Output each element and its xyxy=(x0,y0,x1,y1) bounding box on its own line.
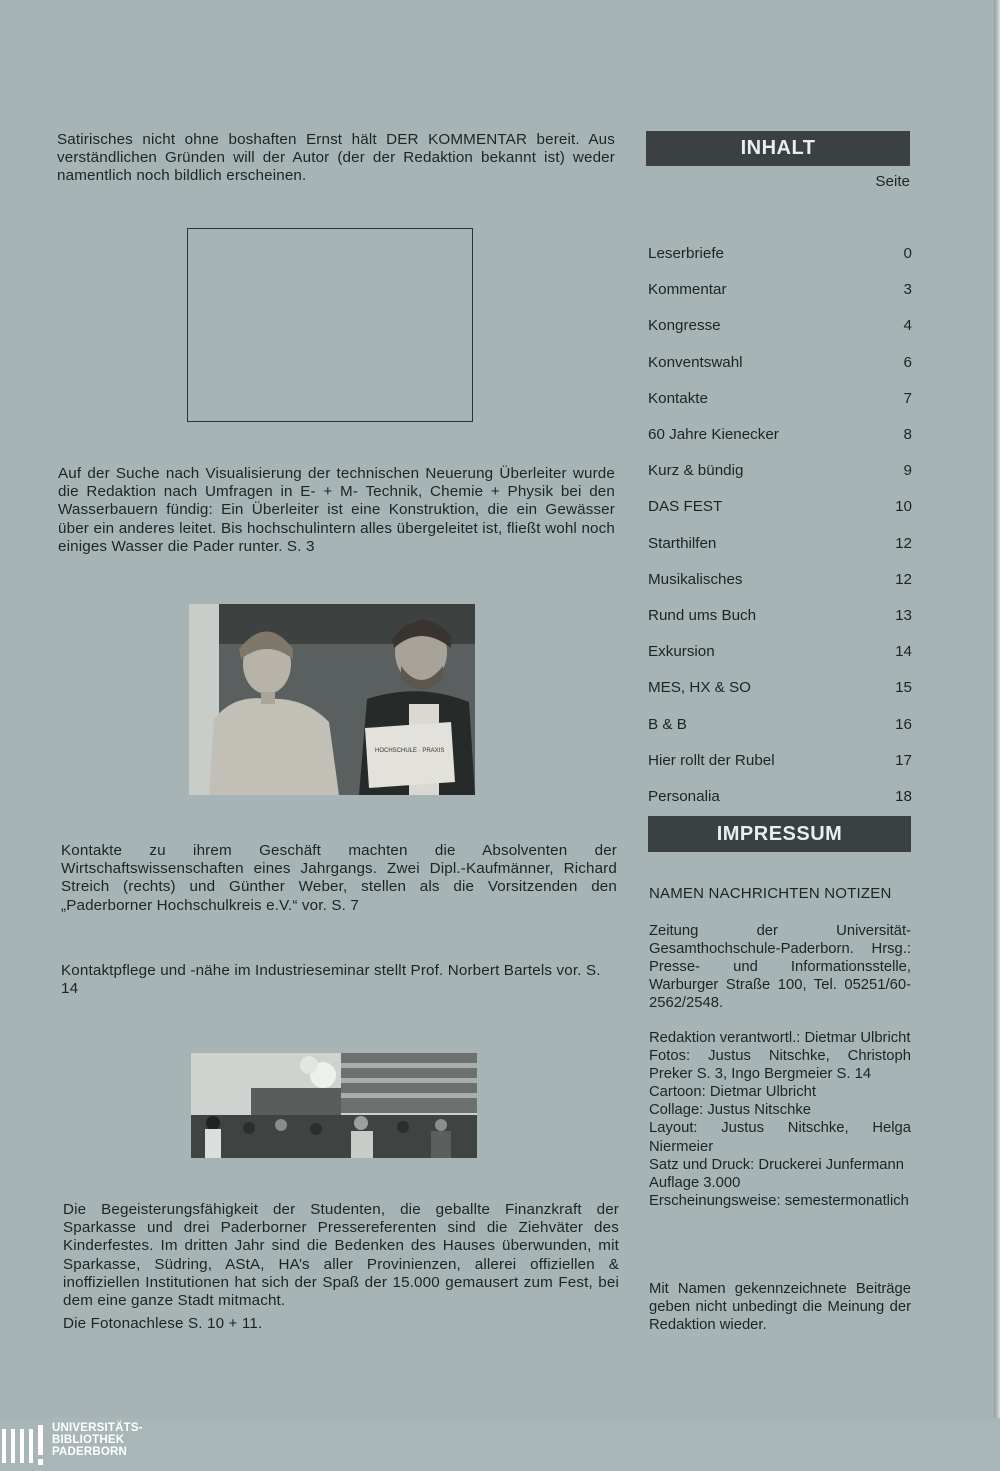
photo-graduates xyxy=(189,604,475,795)
toc-entry-label: Musikalisches xyxy=(648,571,743,588)
inhalt-heading: INHALT xyxy=(646,131,910,166)
toc-entry xyxy=(648,571,912,591)
fest-photo-graphic xyxy=(191,1053,477,1158)
credit-line: Redaktion verantwortl.: Dietmar Ulbricht xyxy=(649,1030,911,1046)
impressum-disclaimer: Mit Namen gekennzeichnete Beiträge geben nicht unbedingt die Meinung der Redaktion wieder. xyxy=(649,1281,911,1334)
toc-entry xyxy=(648,281,912,301)
credit-line: Satz und Druck: Druckerei Junfermann xyxy=(649,1156,904,1173)
toc-entry xyxy=(648,390,912,410)
seite-label: Seite xyxy=(875,173,910,190)
page-edge xyxy=(994,0,1000,1418)
library-name-line1: UNIVERSITÄTS- xyxy=(52,1422,143,1434)
toc-entry-label: Leserbriefe xyxy=(648,245,724,262)
toc-entry-label: Personalia xyxy=(648,788,720,805)
impressum-publisher: Zeitung der Universität-Gesamthochschule-Paderborn. Hrsg.: Presse- und Informationsstelle, Warburger Straße 100, Tel. 05251/60-2562/2548. xyxy=(649,923,911,1012)
library-name-line3: PADERBORN xyxy=(52,1446,128,1458)
ueberleiter-paragraph: Auf der Suche nach Visualisierung der technischen Neuerung Überleiter wurde die Redaktion nach Umfragen in E- + M- Technik, Chemie + Physik bei den Wasserbauern fündig: Ein Überleiter ist eine Konstruktion, die ein Gewässer über ein anderes leitet. Bis hochschulintern alles übergeleitet ist, fließt wohl noch einiges Wasser die Pader runter. S. 3 xyxy=(58,465,615,555)
toc-entry-label: MES, HX & SO xyxy=(648,679,751,696)
toc-entry xyxy=(648,752,912,772)
toc-entry-label: 60 Jahre Kienecker xyxy=(648,426,779,443)
credit-line: Layout: Justus Nitschke, Helga Niermeier xyxy=(649,1120,911,1155)
toc-entry xyxy=(648,426,912,446)
library-footer xyxy=(0,1418,1000,1471)
toc-entry xyxy=(648,716,912,736)
credit-line: Collage: Justus Nitschke xyxy=(649,1102,812,1119)
impressum-heading: IMPRESSUM xyxy=(648,816,911,852)
toc-entry-page: 3 xyxy=(903,281,912,298)
toc-entry-label: Exkursion xyxy=(648,643,715,660)
toc-entry-page: 18 xyxy=(895,788,912,805)
cartoon-placeholder-frame xyxy=(187,228,473,422)
impressum-subtitle: NAMEN NACHRICHTEN NOTIZEN xyxy=(649,885,892,902)
fest-paragraph: Die Begeisterungsfähigkeit der Studenten, die geballte Finanzkraft der Sparkasse und drei Paderborner Pressereferenten sind die Ziehväter des Kinderfestes. Im dritten Jahr sind die Bedenken des Hauses überwunden, mit Sparkasse, Südring, AStA, HA’s aller Provinienzen, allerei offiziellen & inoffiziellen Institutionen hat sich der Spaß der 15.000 gemausert zum Fest, bei dem eine ganze Stadt mitmacht. xyxy=(63,1201,619,1310)
toc-entry-page: 13 xyxy=(895,607,912,624)
toc-entry-label: Kommentar xyxy=(648,281,727,298)
toc-entry xyxy=(648,354,912,374)
graduates-photo-graphic xyxy=(189,604,475,795)
toc-entry-page: 15 xyxy=(895,679,912,696)
toc-entry-label: DAS FEST xyxy=(648,498,723,515)
credit-line: Erscheinungsweise: semestermonatlich xyxy=(649,1192,909,1209)
toc-entry-page: 0 xyxy=(903,245,912,262)
toc-entry xyxy=(648,498,912,518)
toc-entry-label: Kontakte xyxy=(648,390,708,407)
toc-entry xyxy=(648,643,912,663)
toc-entry-label: Konventswahl xyxy=(648,354,743,371)
toc-entry-label: B & B xyxy=(648,716,687,733)
toc-entry xyxy=(648,535,912,555)
fotonachlese-line: Die Fotonachlese S. 10 + 11. xyxy=(63,1315,263,1332)
newspaper-title: HOCHSCHULE · PRAXIS xyxy=(375,748,445,754)
photo-fest xyxy=(191,1053,477,1158)
toc-entry xyxy=(648,245,912,265)
toc-entry-page: 17 xyxy=(895,752,912,769)
toc-entry-label: Hier rollt der Rubel xyxy=(648,752,775,769)
toc-entry-page: 12 xyxy=(895,535,912,552)
intro-paragraph: Satirisches nicht ohne boshaften Ernst hält DER KOMMENTAR bereit. Aus verständlichen Gründen will der Autor (der der Redaktion bekannt ist) weder namentlich noch bildlich erscheinen. xyxy=(57,131,615,185)
toc-entry xyxy=(648,788,912,808)
toc-entry-label: Kongresse xyxy=(648,317,721,334)
library-name-line2: BIBLIOTHEK xyxy=(52,1434,125,1446)
toc-entry-page: 6 xyxy=(903,354,912,371)
toc-entry-label: Rund ums Buch xyxy=(648,607,757,624)
toc-entry-label: Starthilfen xyxy=(648,535,717,552)
toc-entry-page: 12 xyxy=(895,571,912,588)
library-logo-icon xyxy=(2,1425,46,1467)
toc-entry-page: 8 xyxy=(903,426,912,443)
kontakte-paragraph: Kontakte zu ihrem Geschäft machten die Absolventen der Wirtschaftswissenschaften eines Jahrgangs. Zwei Dipl.-Kaufmänner, Richard Streich (rechts) und Günther Weber, stellen als die Vorsitzenden den „Paderborner Hochschulkreis e.V.“ vor. S. 7 xyxy=(61,842,617,914)
credit-line: Auflage 3.000 xyxy=(649,1174,741,1191)
toc-entry-label: Kurz & bündig xyxy=(648,462,744,479)
toc-entry-page: 9 xyxy=(903,462,912,479)
toc-entry-page: 14 xyxy=(895,643,912,660)
toc-entry-page: 10 xyxy=(895,498,912,515)
credit-line: Fotos: Justus Nitschke, Christoph Preker S. 3, Ingo Bergmeier S. 14 xyxy=(649,1048,911,1083)
impressum-credits xyxy=(649,1029,911,1210)
toc-entry-page: 7 xyxy=(903,390,912,407)
credit-line: Cartoon: Dietmar Ulbricht xyxy=(649,1084,816,1101)
toc-entry xyxy=(648,462,912,482)
kontaktpflege-paragraph: Kontaktpflege und -nähe im Industrieseminar stellt Prof. Norbert Bartels vor. S. 14 xyxy=(61,962,601,998)
toc-entry xyxy=(648,679,912,699)
toc-entry xyxy=(648,607,912,627)
toc-entry-page: 4 xyxy=(903,317,912,334)
toc-entry xyxy=(648,317,912,337)
toc-entry-page: 16 xyxy=(895,716,912,733)
